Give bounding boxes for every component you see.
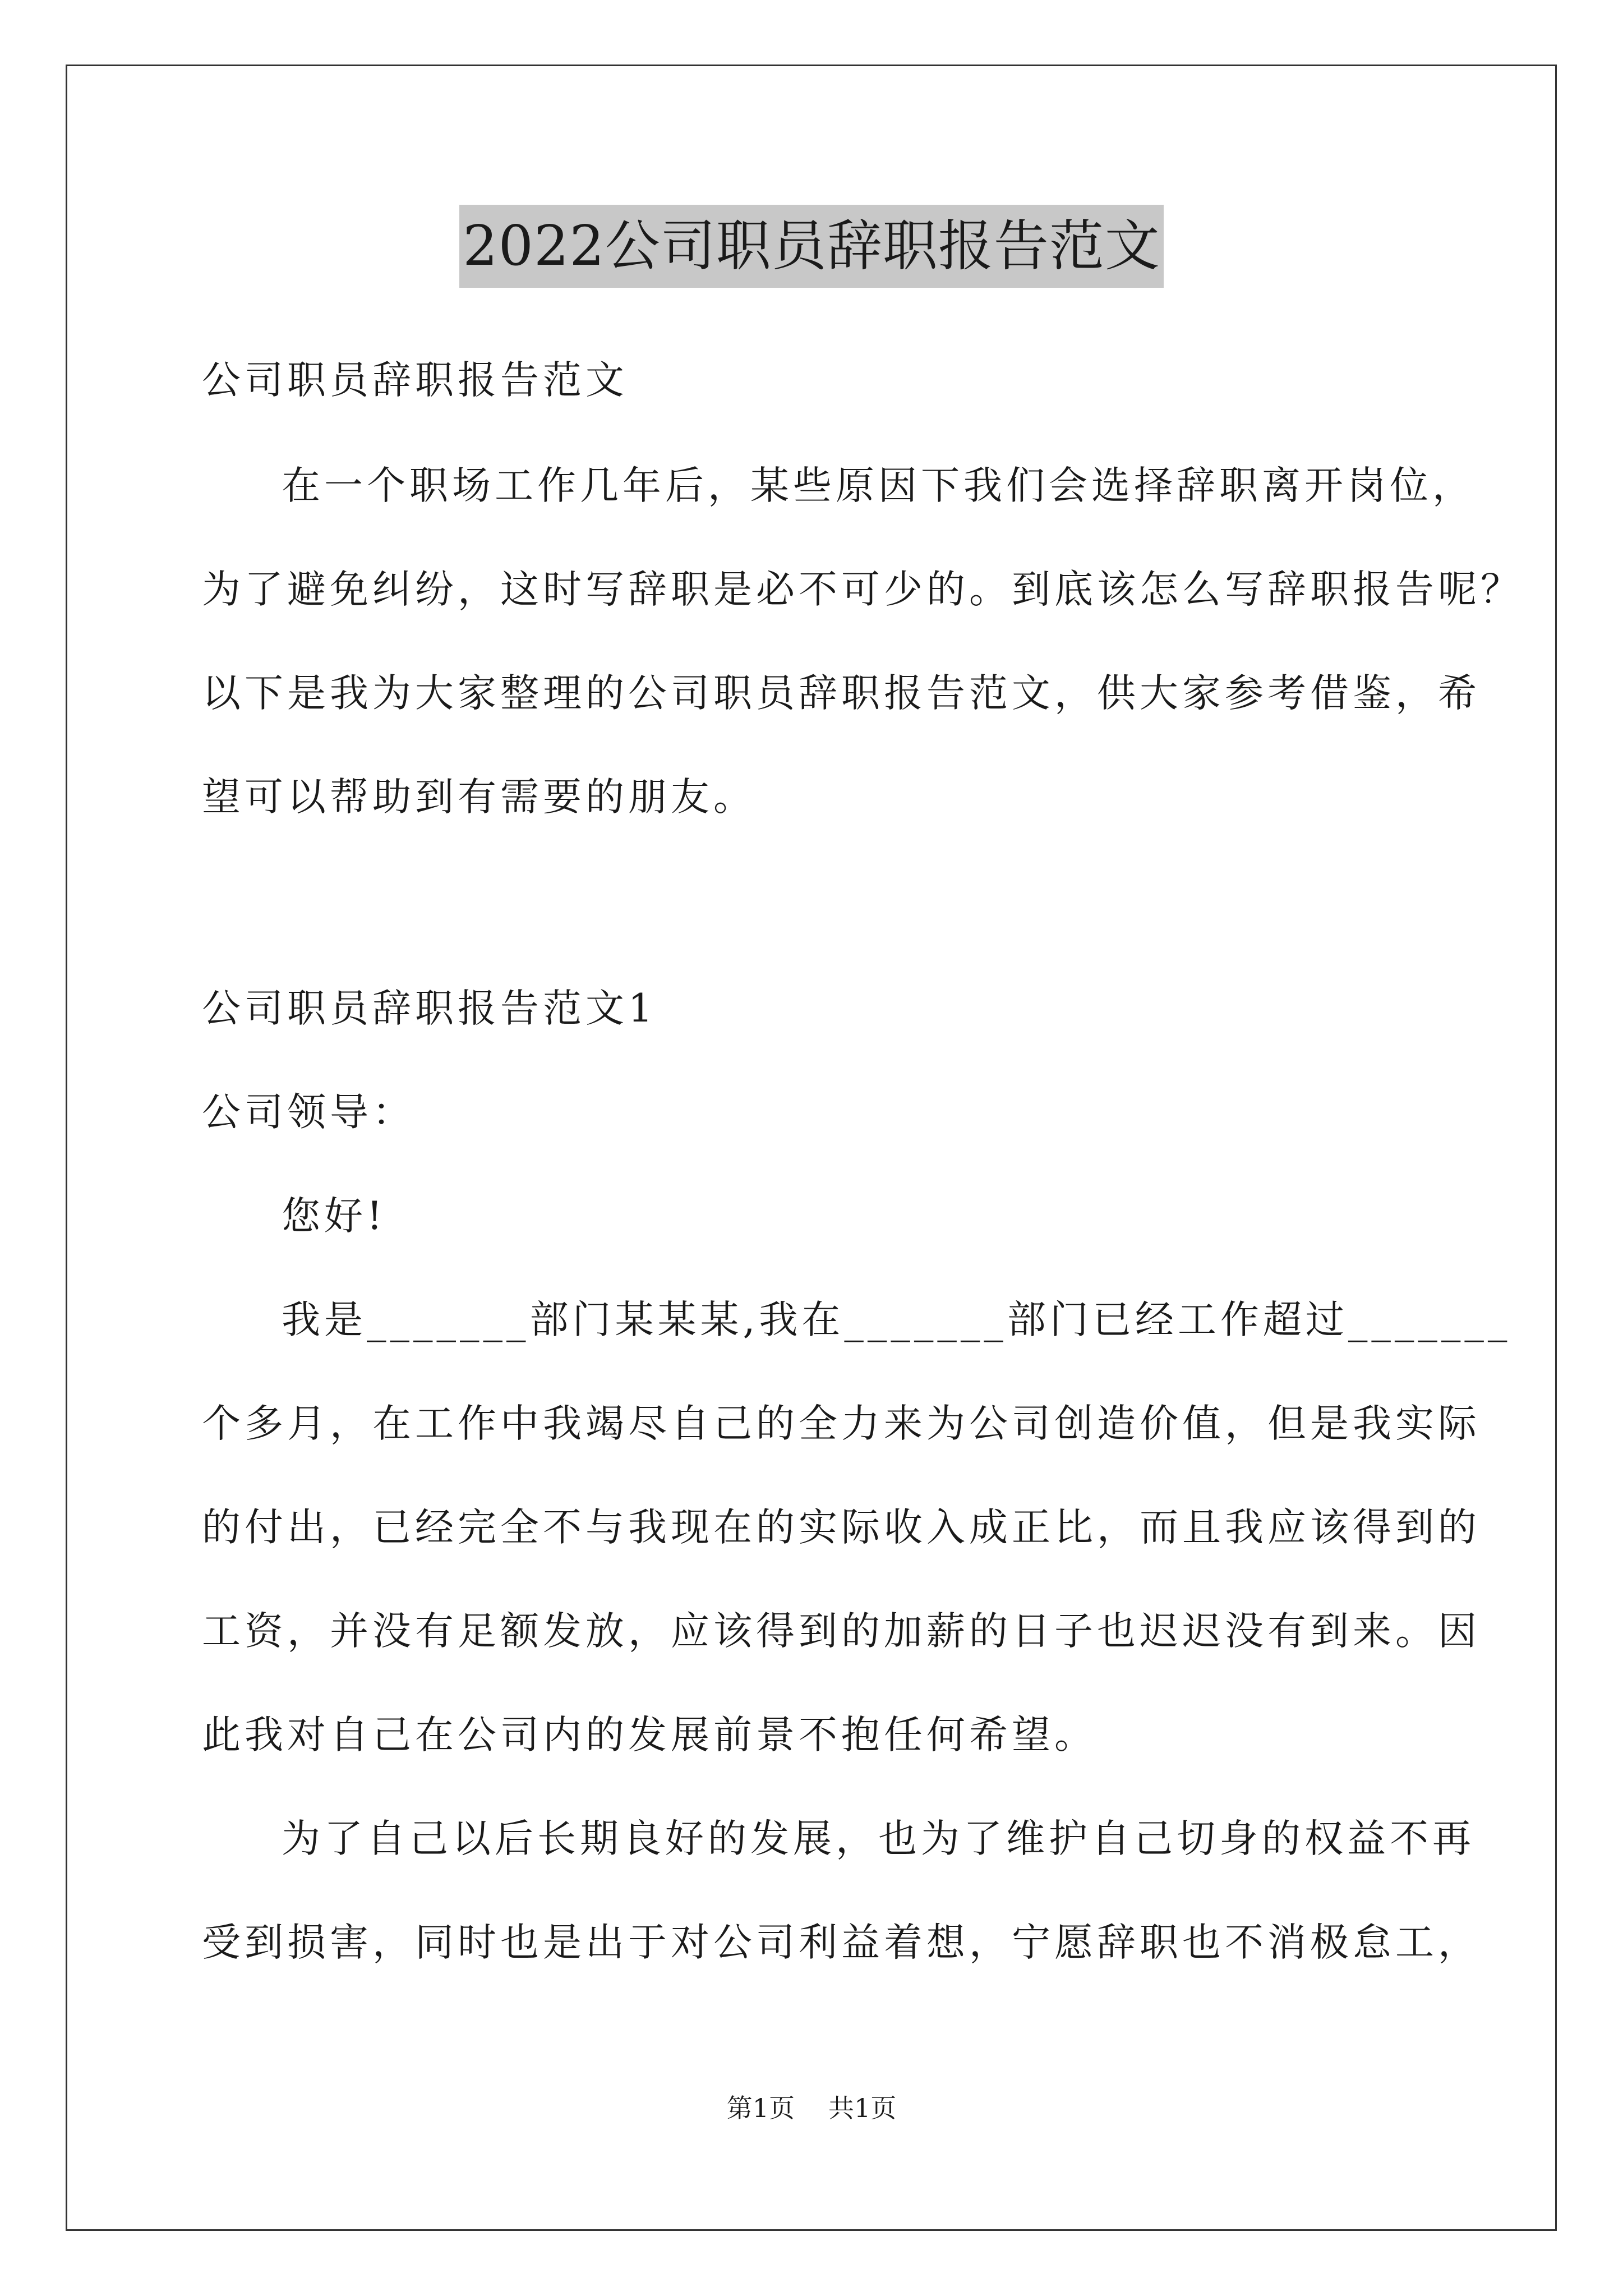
paragraph-1-line-4: 工资，并没有足额发放，应该得到的加薪的日子也迟迟没有到来。因 bbox=[202, 1609, 1481, 1654]
paragraph-1-line-5: 此我对自己在公司内的发展前景不抱任何希望。 bbox=[202, 1713, 1097, 1757]
salutation: 公司领导： bbox=[202, 1090, 415, 1135]
paragraph-1-line-2: 个多月，在工作中我竭尽自己的全力来为公司创造价值，但是我实际 bbox=[202, 1401, 1481, 1446]
paragraph-1-line-1: 我是_______部门某某某,我在_______部门已经工作超过_______ bbox=[282, 1297, 1511, 1342]
paragraph-2-line-2: 受到损害，同时也是出于对公司利益着想，宁愿辞职也不消极怠工， bbox=[202, 1920, 1481, 1965]
document-subtitle: 公司职员辞职报告范文 bbox=[202, 358, 628, 403]
document-title: 2022公司职员辞职报告范文 bbox=[459, 205, 1163, 288]
greeting: 您好! bbox=[282, 1194, 386, 1239]
intro-line-2: 为了避免纠纷，这时写辞职是必不可少的。到底该怎么写辞职报告呢？ bbox=[202, 567, 1523, 612]
title-container bbox=[0, 205, 1623, 288]
page-footer bbox=[0, 2091, 1623, 2125]
paragraph-2-line-1: 为了自己以后长期良好的发展，也为了维护自己切身的权益不再 bbox=[282, 1816, 1475, 1861]
page-number-total: 共1页 bbox=[828, 2093, 897, 2123]
intro-line-3: 以下是我为大家整理的公司职员辞职报告范文，供大家参考借鉴，希 bbox=[202, 671, 1481, 716]
intro-line-4: 望可以帮助到有需要的朋友。 bbox=[202, 775, 756, 820]
paragraph-1-line-3: 的付出，已经完全不与我现在的实际收入成正比，而且我应该得到的 bbox=[202, 1505, 1481, 1550]
page-number-current: 第1页 bbox=[726, 2093, 795, 2123]
section-heading: 公司职员辞职报告范文1 bbox=[202, 986, 657, 1031]
intro-line-1: 在一个职场工作几年后，某些原因下我们会选择辞职离开岗位， bbox=[282, 463, 1475, 508]
